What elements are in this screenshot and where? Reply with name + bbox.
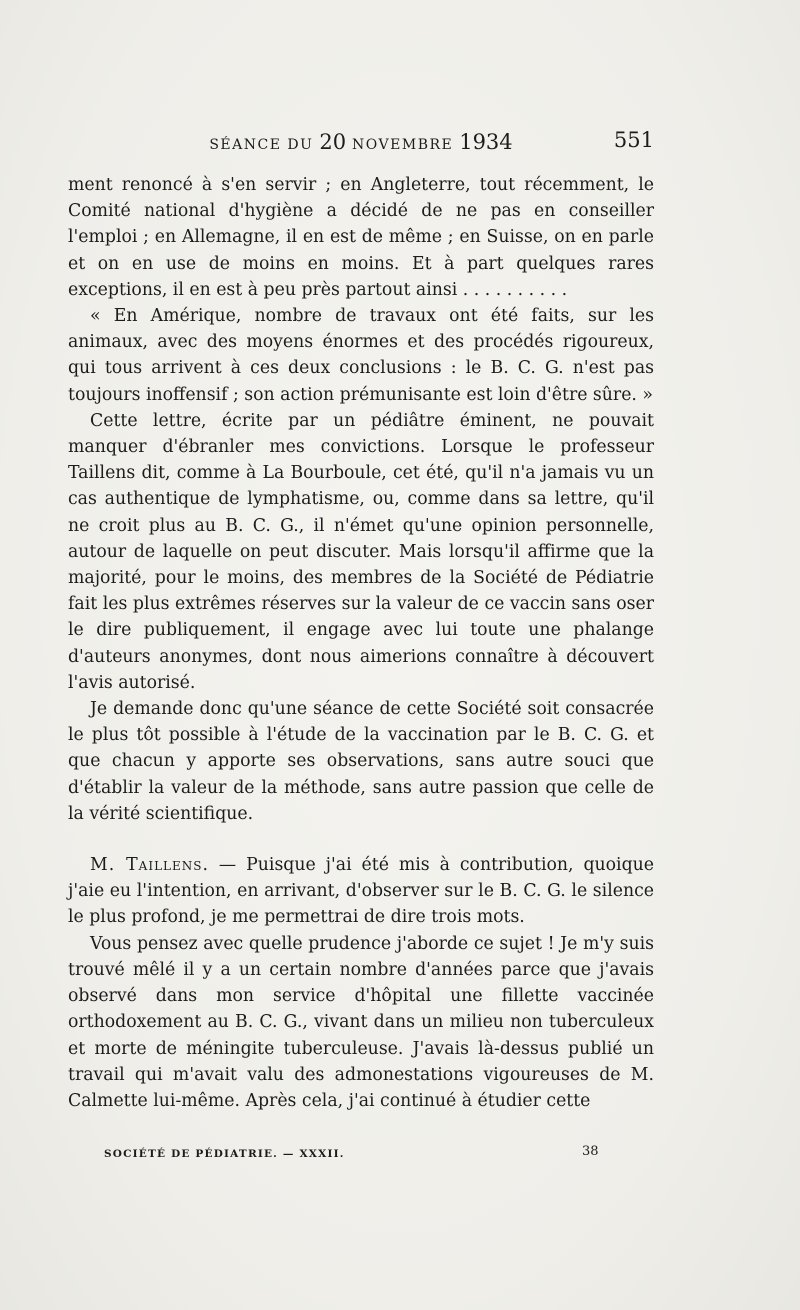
page-number: 551 <box>613 128 654 152</box>
running-title <box>68 130 654 154</box>
header-day: 20 <box>319 130 347 154</box>
speaker-name: M. Taillens. <box>90 855 209 876</box>
header-year: 1934 <box>459 130 513 154</box>
signature-text: SOCIÉTÉ DE PÉDIATRIE. — XXXII. <box>104 1148 345 1160</box>
paragraph-continuation: ment renoncé à s'en servir ; en Angleterre, tout récemment, le Comité national d'hygiène a décidé de ne pas en conseiller l'emploi ; en Allemagne, il en est de même ; en Suisse, on en parle et on en use de moins en moins. Et à part quelques rares exceptions, il en est à peu près partout ainsi . . . . . . . . . . <box>68 175 654 300</box>
header-prefix: SÉANCE DU <box>209 137 320 153</box>
running-header <box>68 128 654 158</box>
paragraph-last: Vous pensez avec quelle prudence j'aborde ce sujet ! Je m'y suis trouvé mêlé il y a un certain nombre d'années parce que j'avais observé dans mon service d'hôpital une fillette vaccinée orthodoxement au B. C. G., vivant dans un milieu non tuberculeux et morte de méningite tuberculeuse. J'avais là-dessus publié un travail qui m'avait valu des admonestations vigoureuses de M. Calmette lui-même. Après cela, j'ai continué à étudier cette <box>68 933 654 1111</box>
speaker-dash: — <box>208 855 247 876</box>
signature-number: 38 <box>582 1144 599 1159</box>
speaker-text: Puisque j'ai été mis à contribution, quoique j'aie eu l'intention, en arrivant, d'observer sur le B. C. G. le silence le plus profond, je me permettrai de dire trois mots. <box>68 855 654 928</box>
body-text <box>68 172 654 1114</box>
paragraph-letter: Cette lettre, écrite par un pédiâtre éminent, ne pouvait manquer d'ébranler mes convictions. Lorsque le professeur Taillens dit, comme à La Bourboule, cet été, qu'il n'a jamais vu un cas authentique de lymphatisme, ou, comme dans sa lettre, qu'il ne croit plus au B. C. G., il n'émet qu'une opinion personnelle, autour de laquelle on peut discuter. Mais lorsqu'il affirme que la majorité, pour le moins, des membres de la Société de Pédiatrie fait les plus extrêmes réserves sur la valeur de ce vaccin sans oser le dire publiquement, il engage avec lui toute une phalange d'auteurs anonymes, dont nous aimerions connaître à découvert l'avis autorisé. <box>68 410 654 693</box>
signature-line <box>104 1144 654 1164</box>
paragraph-quote: « En Amérique, nombre de travaux ont été faits, sur les animaux, avec des moyens énormes et des procédés rigoureux, qui tous arrivent à ces deux conclusions : le B. C. G. n'est pas toujours inoffensif ; son action prémunisante est loin d'être sûre. » <box>68 306 654 405</box>
paragraph-request: Je demande donc qu'une séance de cette Société soit consacrée le plus tôt possible à l'étude de la vaccination par le B. C. G. et que chacun y apporte ses observations, sans autre souci que d'établir la valeur de la méthode, sans autre passion que celle de la vérité scientifique. <box>68 699 654 824</box>
header-month: NOVEMBRE <box>346 137 460 153</box>
paragraph-speaker <box>68 852 654 931</box>
